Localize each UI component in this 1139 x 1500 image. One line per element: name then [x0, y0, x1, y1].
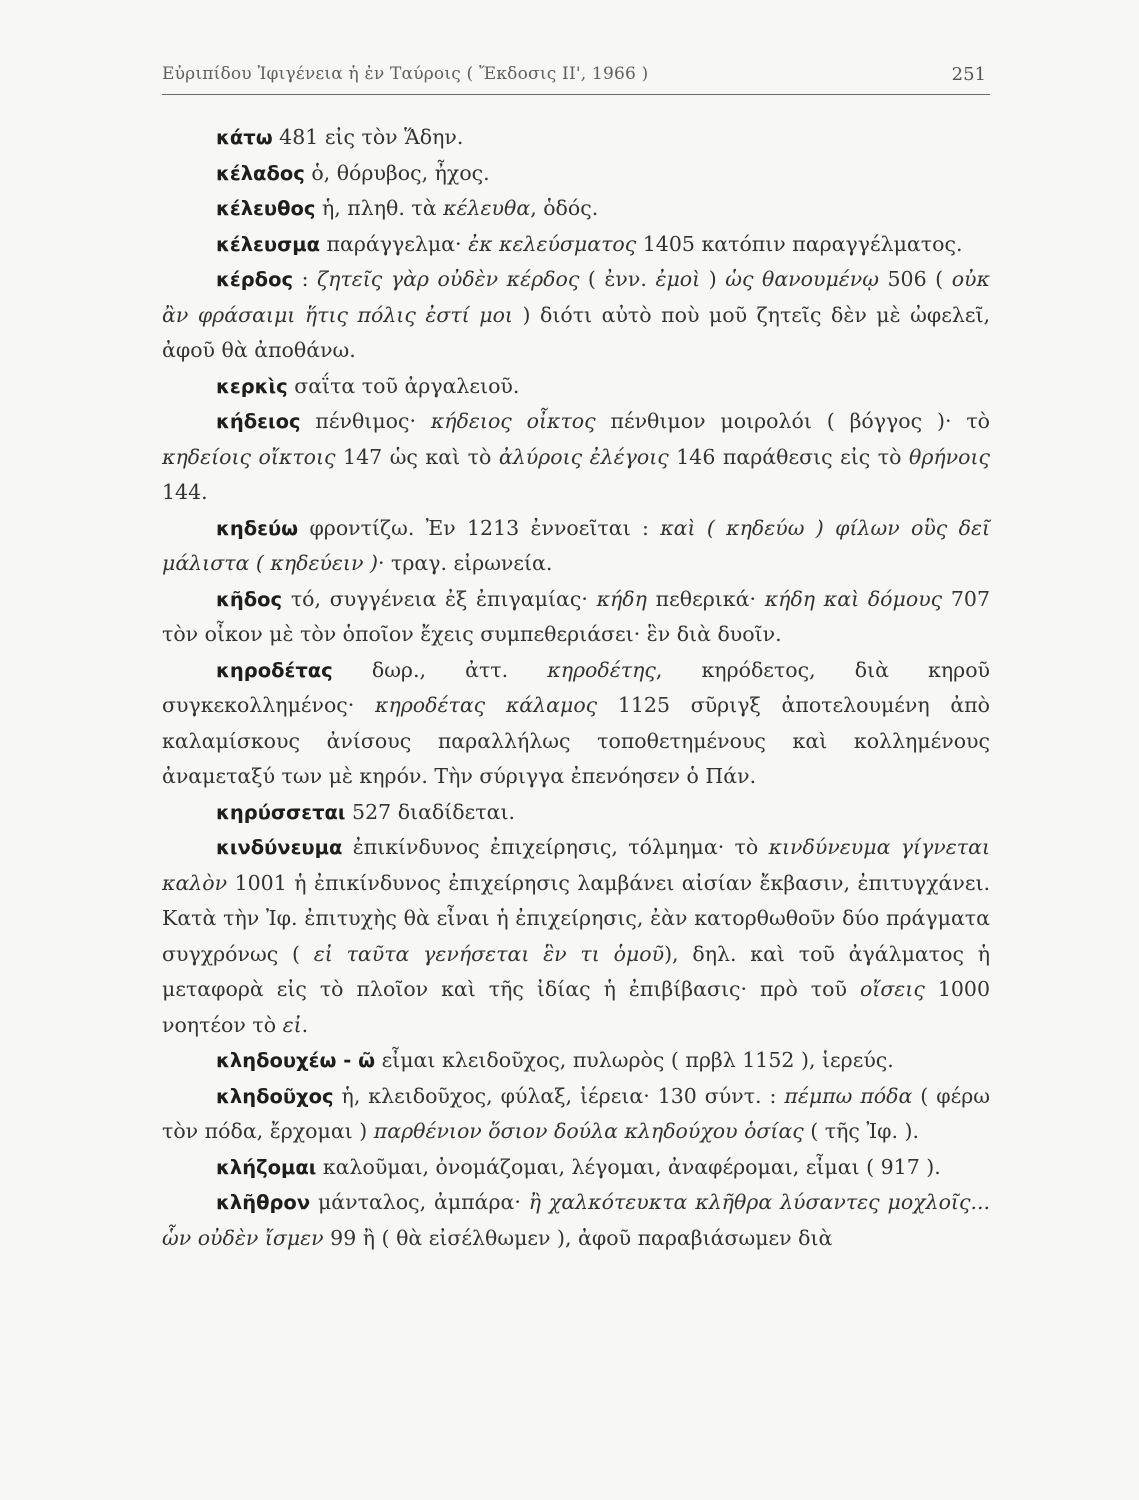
- entry-headword: κλῆθρον: [216, 1191, 311, 1214]
- page-number: 251: [951, 64, 986, 85]
- entry-text: 1001 ἡ ἐπικίνδυνος ἐπιχείρησις λαμβάνει αἰσίαν ἔκβασιν, ἐπιτυγχάνει. Κατὰ τὴν Ἰφ. ἐπιτυχὴς θὰ εἶναι ἡ ἐπιχείρησις, ἐὰν κατορθωθοῦν δύο πράγματα συγχρόνως (: [162, 870, 990, 966]
- entry-text: 144.: [162, 480, 208, 504]
- entry-text: .: [301, 1012, 309, 1037]
- glossary-entry: [162, 795, 990, 831]
- entry-text: · τραγ. εἰρωνεία.: [377, 551, 553, 575]
- entry-quote: ἐκ κελεύσματος: [468, 231, 637, 256]
- entry-headword: κέλευσμα: [216, 232, 321, 256]
- entry-text: 527 διαδίδεται.: [345, 799, 515, 824]
- entry-text: ὁ, θόρυβος, ἦχος.: [304, 160, 490, 185]
- entry-headword: κάτω: [216, 126, 273, 149]
- entry-text: ( φέρω τὸν πόδα, ἔρχομαι ): [162, 1083, 990, 1143]
- glossary-entry: [162, 1150, 990, 1186]
- entry-text: ( ἐνν.: [579, 267, 656, 291]
- entry-text: πένθιμον μοιρολόι ( βόγγος )· τὸ: [595, 409, 990, 433]
- entry-text: 481 εἰς τὸν Ἅδην.: [272, 125, 464, 149]
- entry-quote: ἀλύροις ἐλέγοις: [498, 444, 669, 469]
- entry-quote: κήδειος οἶκτος: [430, 409, 596, 433]
- entry-quote: καὶ ( κηδεύω ) φίλων οὓς δεῖ μάλιστα ( κηδεύειν ): [162, 515, 990, 575]
- entry-quote: κηροδέτας κάλαμος: [375, 693, 598, 717]
- entry-text: δωρ., ἀττ.: [332, 657, 548, 682]
- running-head: Εὐριπίδου Ἰφιγένεια ἡ ἐν Ταύροις ( Ἔκδοσις ΙΙ', 1966 ): [162, 64, 649, 84]
- entry-text: ), δηλ. καὶ τοῦ ἀγάλματος ἡ μεταφορὰ εἰς τὸ πλοῖον καὶ τῆς ἰδίας ἡ ἐπιβίβασις· πρὸ τοῦ: [162, 941, 990, 1001]
- glossary-entry: [162, 1185, 990, 1256]
- entry-text: 99 ἢ ( θὰ εἰσέλθωμεν ), ἀφοῦ παραβιάσωμεν διὰ: [323, 1225, 833, 1250]
- entry-quote: εἰ: [282, 1012, 302, 1037]
- entry-headword: κέρδος: [216, 268, 294, 291]
- glossary-entry: [162, 511, 990, 582]
- entry-text: 147 ὡς καὶ τὸ: [335, 444, 499, 469]
- page-header: [162, 58, 990, 95]
- glossary-entry: [162, 262, 990, 369]
- entry-text: σαΐτα τοῦ ἀργαλειοῦ.: [287, 373, 520, 398]
- entry-text: φροντίζω. Ἐν 1213 ἐννοεῖται :: [298, 515, 661, 540]
- entry-headword: κήδειος: [216, 410, 301, 433]
- entry-quote: ἢ χαλκότευκτα κλῆθρα λύσαντες μοχλοῖς... ὧν οὐδὲν ἴσμεν: [162, 1190, 990, 1250]
- entry-text: καλοῦμαι, ὀνομάζομαι, λέγομαι, ἀναφέρομαι, εἶμαι ( 917 ).: [316, 1154, 941, 1179]
- entry-text: ἐπικίνδυνος ἐπιχείρησις, τόλμημα· τὸ: [342, 835, 769, 859]
- entry-headword: κληδοῦχος: [216, 1084, 334, 1108]
- entry-quote: οὐκ ἂν φράσαιμι ἥτις πόλις ἐστί μοι: [162, 267, 990, 327]
- entry-text: :: [293, 267, 318, 291]
- entry-text: ) διότι αὐτὸ ποὺ μοῦ ζητεῖς δὲν μὲ ὠφελεῖ, ἀφοῦ θὰ ἀποθάνω.: [162, 302, 991, 362]
- entry-headword: κηδεύω: [216, 516, 299, 540]
- glossary-entry: [162, 404, 990, 511]
- glossary-entry: [162, 120, 990, 156]
- entry-text: ): [700, 267, 726, 291]
- entry-text: εἶμαι κλειδοῦχος, πυλωρὸς ( πρβλ 1152 ), ἱερεύς.: [375, 1048, 894, 1072]
- entry-text: πένθιμος·: [300, 409, 431, 433]
- entry-text: 506 (: [878, 267, 952, 291]
- entry-headword: κινδύνευμα: [216, 836, 343, 859]
- entry-quote: θρήνοις: [909, 444, 990, 469]
- glossary-entry: [162, 1079, 990, 1150]
- entry-headword: κέλαδος: [216, 161, 305, 185]
- entry-headword: κέλευθος: [216, 197, 316, 220]
- entry-text: 1405 κατόπιν παραγγέλματος.: [636, 231, 963, 256]
- entry-quote: ζητεῖς γὰρ οὐδὲν κέρδος: [317, 267, 580, 291]
- entry-quote: εἰ ταῦτα γενήσεται ἓν τι ὁμοῦ: [313, 941, 665, 966]
- entry-text: , κηρόδετος, διὰ κηροῦ συγκεκολλημένος·: [162, 657, 990, 717]
- glossary-entry: [162, 582, 990, 653]
- entry-text: ἡ, πληθ. τὰ: [315, 196, 444, 220]
- entry-text: μάνταλος, ἀμπάρα·: [310, 1190, 529, 1214]
- glossary-entry: [162, 156, 990, 192]
- entry-text: ἡ, κλειδοῦχος, φύλαξ, ἱέρεια· 130 σύντ. :: [333, 1083, 785, 1108]
- entry-quote: ὡς θανουμένῳ: [725, 267, 879, 291]
- entry-text: ( τῆς Ἰφ. ).: [803, 1119, 920, 1143]
- entry-headword: κηρύσσεται: [216, 800, 346, 824]
- entry-headword: κηροδέτας: [216, 658, 333, 682]
- glossary-entry: [162, 653, 990, 795]
- glossary-entry: [162, 1043, 990, 1079]
- entry-text: πεθερικά·: [646, 586, 765, 611]
- entry-quote: κινδύνευμα γίγνεται καλὸν: [162, 835, 990, 895]
- entry-text: 1000 νοητέον τὸ: [162, 977, 990, 1037]
- entry-text: , ὁδός.: [530, 196, 599, 220]
- entry-headword: κῆδος: [216, 587, 283, 611]
- entry-text: τό, συγγένεια ἐξ ἐπιγαμίας·: [282, 586, 597, 611]
- glossary-entry: [162, 830, 990, 1043]
- entry-headword: κλήζομαι: [216, 1155, 317, 1179]
- entry-quote: παρθένιον ὅσιον δούλα κληδούχου ὁσίας: [373, 1119, 804, 1143]
- glossary-entry: [162, 191, 990, 227]
- entry-quote: οἴσεις: [859, 977, 925, 1001]
- entry-headword: κληδουχέω - ῶ: [216, 1049, 376, 1072]
- entry-quote: πέμπω πόδα: [784, 1083, 913, 1108]
- entry-quote: κηροδέτης: [547, 657, 656, 682]
- glossary-body: [162, 120, 990, 1256]
- glossary-entry: [162, 369, 990, 405]
- entry-headword: κερκὶς: [216, 374, 288, 398]
- glossary-entry: [162, 227, 990, 263]
- entry-text: παράγγελμα·: [320, 231, 469, 256]
- entry-quote: κηδείοις οἴκτοις: [162, 444, 336, 469]
- entry-quote: κήδη καὶ δόμους: [764, 586, 943, 611]
- entry-text: 707 τὸν οἶκον μὲ τὸν ὁποῖον ἔχεις συμπεθεριάσει· ἓν διὰ δυοῖν.: [162, 586, 990, 646]
- entry-quote: κέλευθα: [443, 196, 531, 220]
- entry-text: 1125 σῦριγξ ἀποτελουμένη ἀπὸ καλαμίσκους ἀνίσους παραλλήλως τοποθετημένους καὶ κολλημένους ἀναμεταξύ των μὲ κηρόν. Τὴν σύριγγα ἐπενόησεν ὁ Πάν.: [162, 693, 990, 788]
- entry-quote: κήδη: [596, 586, 647, 611]
- entry-text: 146 παράθεσις εἰς τὸ: [668, 444, 909, 469]
- entry-quote: ἐμοὶ: [655, 267, 701, 291]
